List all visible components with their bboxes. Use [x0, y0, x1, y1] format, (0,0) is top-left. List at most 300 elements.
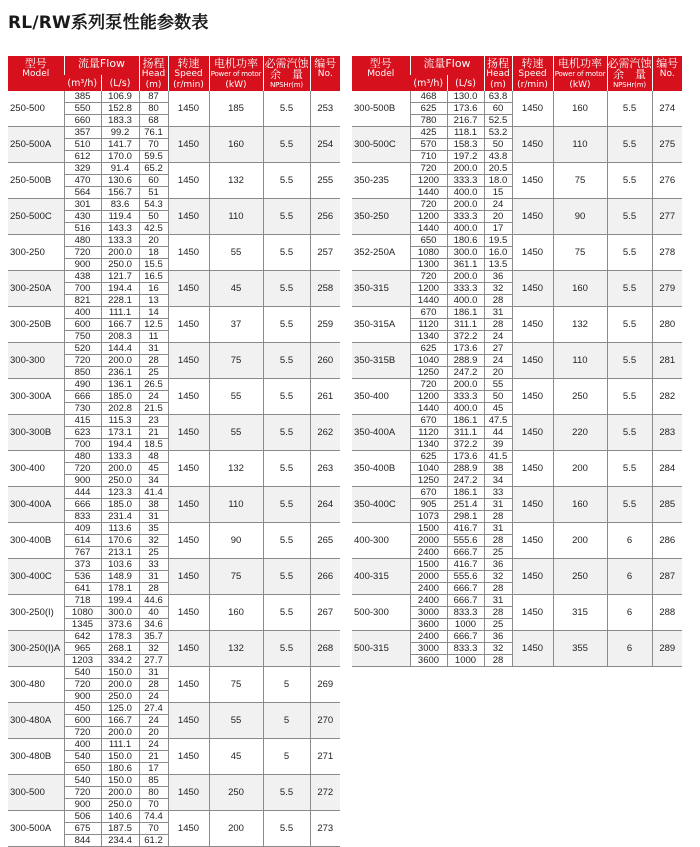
- flow-ls-cell: 333.3: [447, 211, 484, 223]
- head-cell: 28: [484, 319, 512, 331]
- no-cell: 286: [652, 523, 682, 559]
- head-cell: 53.2: [484, 127, 512, 139]
- npsh-cell: 5: [263, 739, 310, 775]
- col-head: 扬程 Head (m): [139, 56, 168, 91]
- flow-ls-cell: 1000: [447, 655, 484, 667]
- flow-m3h-cell: 3000: [410, 607, 447, 619]
- flow-ls-cell: 158.3: [447, 139, 484, 151]
- model-cell: 400-300: [352, 523, 410, 559]
- flow-ls-cell: 213.1: [101, 547, 139, 559]
- flow-m3h-cell: 550: [64, 103, 101, 115]
- power-cell: 185: [209, 91, 263, 127]
- flow-ls-cell: 178.1: [101, 583, 139, 595]
- no-cell: 288: [652, 595, 682, 631]
- flow-m3h-cell: 2000: [410, 535, 447, 547]
- no-cell: 263: [310, 451, 340, 487]
- head-cell: 80: [139, 103, 168, 115]
- table-body-right: [352, 91, 682, 667]
- flow-ls-cell: 311.1: [447, 319, 484, 331]
- flow-ls-cell: 133.3: [101, 235, 139, 247]
- head-cell: 32: [139, 643, 168, 655]
- flow-ls-cell: 200.0: [447, 379, 484, 391]
- npsh-cell: 5.5: [607, 379, 652, 415]
- table-row: [8, 163, 340, 175]
- model-cell: 500-315: [352, 631, 410, 667]
- power-cell: 110: [553, 343, 607, 379]
- npsh-cell: 5.5: [263, 523, 310, 559]
- head-cell: 28: [484, 607, 512, 619]
- head-cell: 14: [139, 307, 168, 319]
- head-cell: 24: [484, 355, 512, 367]
- table-row: [8, 199, 340, 211]
- head-cell: 45: [484, 403, 512, 415]
- no-cell: 259: [310, 307, 340, 343]
- head-cell: 76.1: [139, 127, 168, 139]
- flow-ls-cell: 183.3: [101, 115, 139, 127]
- power-cell: 250: [553, 559, 607, 595]
- head-cell: 60: [484, 103, 512, 115]
- flow-m3h-cell: 430: [64, 211, 101, 223]
- flow-m3h-cell: 1440: [410, 223, 447, 235]
- head-cell: 38: [484, 463, 512, 475]
- no-cell: 283: [652, 415, 682, 451]
- head-cell: 12.5: [139, 319, 168, 331]
- head-cell: 61.2: [139, 835, 168, 847]
- head-cell: 18.5: [139, 439, 168, 451]
- flow-ls-cell: 103.6: [101, 559, 139, 571]
- model-cell: 300-500C: [352, 127, 410, 163]
- model-cell: 300-250A: [8, 271, 64, 307]
- table-row: [352, 451, 682, 463]
- flow-ls-cell: 140.6: [101, 811, 139, 823]
- flow-ls-cell: 141.7: [101, 139, 139, 151]
- head-cell: 28: [484, 511, 512, 523]
- flow-ls-cell: 111.1: [101, 307, 139, 319]
- model-cell: 350-235: [352, 163, 410, 199]
- npsh-cell: 5.5: [607, 487, 652, 523]
- head-cell: 36: [484, 631, 512, 643]
- flow-m3h-cell: 720: [64, 247, 101, 259]
- npsh-cell: 5.5: [263, 91, 310, 127]
- head-cell: 24: [139, 691, 168, 703]
- head-cell: 21: [139, 751, 168, 763]
- power-cell: 250: [209, 775, 263, 811]
- flow-m3h-cell: 1345: [64, 619, 101, 631]
- head-cell: 31: [484, 595, 512, 607]
- power-cell: 160: [553, 91, 607, 127]
- flow-m3h-cell: 1250: [410, 475, 447, 487]
- table-row: [8, 415, 340, 427]
- table-row: [352, 271, 682, 283]
- flow-ls-cell: 166.7: [101, 715, 139, 727]
- table-body-left: [8, 91, 340, 847]
- power-cell: 75: [553, 235, 607, 271]
- col-flow-m3h: (m³/h): [64, 75, 101, 91]
- model-cell: 300-250(I): [8, 595, 64, 631]
- flow-ls-cell: 152.8: [101, 103, 139, 115]
- npsh-cell: 5.5: [263, 235, 310, 271]
- power-cell: 75: [553, 163, 607, 199]
- power-cell: 75: [209, 343, 263, 379]
- col-no: 编号 No.: [310, 56, 340, 91]
- speed-cell: 1450: [168, 343, 209, 379]
- model-cell: 300-250B: [8, 307, 64, 343]
- flow-m3h-cell: 1200: [410, 391, 447, 403]
- flow-m3h-cell: 506: [64, 811, 101, 823]
- flow-ls-cell: 194.4: [101, 439, 139, 451]
- flow-ls-cell: 555.6: [447, 571, 484, 583]
- flow-m3h-cell: 1500: [410, 559, 447, 571]
- flow-m3h-cell: 1200: [410, 175, 447, 187]
- power-cell: 160: [209, 595, 263, 631]
- flow-ls-cell: 200.0: [447, 199, 484, 211]
- no-cell: 277: [652, 199, 682, 235]
- flow-m3h-cell: 1200: [410, 283, 447, 295]
- flow-m3h-cell: 600: [64, 319, 101, 331]
- no-cell: 269: [310, 667, 340, 703]
- model-cell: 300-500A: [8, 811, 64, 847]
- model-cell: 500-300: [352, 595, 410, 631]
- speed-cell: 1450: [168, 739, 209, 775]
- flow-m3h-cell: 720: [64, 355, 101, 367]
- table-row: [8, 667, 340, 679]
- head-cell: 33: [139, 559, 168, 571]
- head-cell: 24: [484, 331, 512, 343]
- flow-m3h-cell: 710: [410, 151, 447, 163]
- head-cell: 32: [484, 643, 512, 655]
- speed-cell: 1450: [168, 595, 209, 631]
- npsh-cell: 5.5: [263, 595, 310, 631]
- flow-ls-cell: 251.4: [447, 499, 484, 511]
- head-cell: 24: [139, 715, 168, 727]
- flow-ls-cell: 400.0: [447, 187, 484, 199]
- head-cell: 45: [139, 463, 168, 475]
- speed-cell: 1450: [512, 487, 553, 523]
- flow-ls-cell: 288.9: [447, 463, 484, 475]
- table-row: [8, 595, 340, 607]
- col-flow-m3h: (m³/h): [410, 75, 447, 91]
- flow-ls-cell: 178.3: [101, 631, 139, 643]
- flow-ls-cell: 173.6: [447, 103, 484, 115]
- flow-m3h-cell: 400: [64, 739, 101, 751]
- npsh-cell: 5.5: [607, 127, 652, 163]
- flow-m3h-cell: 409: [64, 523, 101, 535]
- flow-m3h-cell: 3600: [410, 655, 447, 667]
- table-row: [352, 631, 682, 643]
- power-cell: 55: [209, 379, 263, 415]
- flow-m3h-cell: 670: [410, 487, 447, 499]
- head-cell: 38: [139, 499, 168, 511]
- flow-ls-cell: 400.0: [447, 295, 484, 307]
- model-cell: 250-500A: [8, 127, 64, 163]
- npsh-cell: 5.5: [263, 307, 310, 343]
- flow-ls-cell: 197.2: [447, 151, 484, 163]
- no-cell: 282: [652, 379, 682, 415]
- power-cell: 250: [553, 379, 607, 415]
- no-cell: 272: [310, 775, 340, 811]
- speed-cell: 1450: [512, 523, 553, 559]
- npsh-cell: 5.5: [607, 163, 652, 199]
- speed-cell: 1450: [168, 631, 209, 667]
- flow-m3h-cell: 900: [64, 691, 101, 703]
- head-cell: 25: [484, 619, 512, 631]
- flow-m3h-cell: 373: [64, 559, 101, 571]
- no-cell: 256: [310, 199, 340, 235]
- flow-ls-cell: 200.0: [101, 463, 139, 475]
- model-cell: 350-400: [352, 379, 410, 415]
- flow-m3h-cell: 600: [64, 715, 101, 727]
- no-cell: 265: [310, 523, 340, 559]
- flow-m3h-cell: 564: [64, 187, 101, 199]
- flow-m3h-cell: 438: [64, 271, 101, 283]
- model-cell: 350-315: [352, 271, 410, 307]
- flow-ls-cell: 333.3: [447, 283, 484, 295]
- flow-m3h-cell: 675: [64, 823, 101, 835]
- head-cell: 16.0: [484, 247, 512, 259]
- model-cell: 350-400B: [352, 451, 410, 487]
- no-cell: 253: [310, 91, 340, 127]
- head-cell: 21: [139, 427, 168, 439]
- head-cell: 68: [139, 115, 168, 127]
- speed-cell: 1450: [168, 487, 209, 523]
- head-cell: 55: [484, 379, 512, 391]
- head-cell: 87: [139, 91, 168, 103]
- model-cell: 300-400A: [8, 487, 64, 523]
- flow-ls-cell: 361.1: [447, 259, 484, 271]
- head-cell: 41.5: [484, 451, 512, 463]
- flow-ls-cell: 186.1: [447, 487, 484, 499]
- head-cell: 28: [484, 295, 512, 307]
- head-cell: 16.5: [139, 271, 168, 283]
- head-cell: 35: [139, 523, 168, 535]
- flow-ls-cell: 125.0: [101, 703, 139, 715]
- head-cell: 20: [139, 727, 168, 739]
- flow-ls-cell: 200.0: [447, 163, 484, 175]
- flow-m3h-cell: 666: [64, 391, 101, 403]
- head-cell: 20: [484, 211, 512, 223]
- table-row: [8, 343, 340, 355]
- flow-ls-cell: 250.0: [101, 799, 139, 811]
- flow-m3h-cell: 1500: [410, 523, 447, 535]
- flow-m3h-cell: 1120: [410, 427, 447, 439]
- no-cell: 264: [310, 487, 340, 523]
- head-cell: 28: [139, 583, 168, 595]
- head-cell: 31: [484, 307, 512, 319]
- flow-ls-cell: 208.3: [101, 331, 139, 343]
- table-row: [8, 451, 340, 463]
- flow-ls-cell: 173.6: [447, 451, 484, 463]
- table-row: [8, 739, 340, 751]
- model-cell: 300-500: [8, 775, 64, 811]
- flow-m3h-cell: 1300: [410, 259, 447, 271]
- flow-m3h-cell: 750: [64, 331, 101, 343]
- flow-ls-cell: 372.2: [447, 439, 484, 451]
- flow-ls-cell: 130.0: [447, 91, 484, 103]
- flow-m3h-cell: 536: [64, 571, 101, 583]
- flow-ls-cell: 228.1: [101, 295, 139, 307]
- flow-ls-cell: 113.6: [101, 523, 139, 535]
- flow-m3h-cell: 670: [410, 415, 447, 427]
- npsh-cell: 5.5: [263, 775, 310, 811]
- flow-m3h-cell: 2000: [410, 571, 447, 583]
- power-cell: 110: [553, 127, 607, 163]
- flow-m3h-cell: 720: [410, 379, 447, 391]
- col-head: 扬程 Head (m): [484, 56, 512, 91]
- flow-m3h-cell: 965: [64, 643, 101, 655]
- flow-ls-cell: 268.1: [101, 643, 139, 655]
- speed-cell: 1450: [168, 811, 209, 847]
- flow-ls-cell: 180.6: [101, 763, 139, 775]
- no-cell: 287: [652, 559, 682, 595]
- flow-ls-cell: 400.0: [447, 223, 484, 235]
- speed-cell: 1450: [512, 271, 553, 307]
- flow-m3h-cell: 700: [64, 439, 101, 451]
- head-cell: 18.0: [484, 175, 512, 187]
- head-cell: 80: [139, 787, 168, 799]
- npsh-cell: 6: [607, 595, 652, 631]
- flow-m3h-cell: 833: [64, 511, 101, 523]
- col-model: 型号 Model: [8, 56, 64, 91]
- flow-ls-cell: 400.0: [447, 403, 484, 415]
- flow-m3h-cell: 1080: [64, 607, 101, 619]
- col-npsh: 必需汽蚀 余 量 NPSHr(m): [607, 57, 652, 89]
- model-cell: 352-250A: [352, 235, 410, 271]
- head-cell: 50: [139, 211, 168, 223]
- head-cell: 34: [484, 475, 512, 487]
- power-cell: 220: [553, 415, 607, 451]
- flow-m3h-cell: 720: [64, 463, 101, 475]
- flow-m3h-cell: 490: [64, 379, 101, 391]
- npsh-cell: 5.5: [263, 451, 310, 487]
- pump-table-right: [352, 56, 682, 667]
- head-cell: 31: [139, 571, 168, 583]
- power-cell: 132: [209, 631, 263, 667]
- col-no: 编号 No.: [652, 56, 682, 91]
- flow-ls-cell: 166.7: [101, 319, 139, 331]
- head-cell: 39: [484, 439, 512, 451]
- no-cell: 270: [310, 703, 340, 739]
- head-cell: 20.5: [484, 163, 512, 175]
- flow-ls-cell: 288.9: [447, 355, 484, 367]
- head-cell: 40: [139, 607, 168, 619]
- speed-cell: 1450: [512, 91, 553, 127]
- speed-cell: 1450: [512, 415, 553, 451]
- table-row: [352, 235, 682, 247]
- flow-ls-cell: 247.2: [447, 475, 484, 487]
- model-cell: 300-480A: [8, 703, 64, 739]
- flow-m3h-cell: 720: [410, 271, 447, 283]
- table-row: [352, 343, 682, 355]
- head-cell: 28: [139, 679, 168, 691]
- flow-m3h-cell: 1200: [410, 211, 447, 223]
- speed-cell: 1450: [168, 667, 209, 703]
- flow-ls-cell: 333.3: [447, 175, 484, 187]
- flow-m3h-cell: 900: [64, 259, 101, 271]
- head-cell: 31: [139, 343, 168, 355]
- flow-ls-cell: 170.0: [101, 151, 139, 163]
- table-row: [352, 595, 682, 607]
- speed-cell: 1450: [168, 523, 209, 559]
- speed-cell: 1450: [168, 379, 209, 415]
- model-cell: 350-315A: [352, 307, 410, 343]
- flow-ls-cell: 187.5: [101, 823, 139, 835]
- head-cell: 25: [484, 547, 512, 559]
- table-row: [8, 235, 340, 247]
- table-row: [352, 199, 682, 211]
- flow-m3h-cell: 720: [410, 163, 447, 175]
- head-cell: 70: [139, 139, 168, 151]
- no-cell: 273: [310, 811, 340, 847]
- flow-m3h-cell: 425: [410, 127, 447, 139]
- flow-ls-cell: 150.0: [101, 667, 139, 679]
- head-cell: 24: [484, 199, 512, 211]
- col-flow: 流量Flow: [410, 56, 484, 75]
- flow-m3h-cell: 510: [64, 139, 101, 151]
- col-npsh: 必需汽蚀 余 量 NPSHr(m): [264, 57, 309, 89]
- head-cell: 17: [139, 763, 168, 775]
- npsh-cell: 5.5: [607, 307, 652, 343]
- head-cell: 36: [484, 559, 512, 571]
- head-cell: 31: [484, 523, 512, 535]
- head-cell: 54.3: [139, 199, 168, 211]
- head-cell: 24: [139, 739, 168, 751]
- power-cell: 90: [209, 523, 263, 559]
- flow-m3h-cell: 780: [410, 115, 447, 127]
- flow-ls-cell: 185.0: [101, 391, 139, 403]
- flow-ls-cell: 200.0: [101, 247, 139, 259]
- col-speed: 转速 Speed (r/min): [512, 56, 553, 91]
- head-cell: 59.5: [139, 151, 168, 163]
- flow-ls-cell: 130.6: [101, 175, 139, 187]
- model-cell: 350-250: [352, 199, 410, 235]
- power-cell: 355: [553, 631, 607, 667]
- speed-cell: 1450: [168, 415, 209, 451]
- flow-ls-cell: 119.4: [101, 211, 139, 223]
- flow-ls-cell: 666.7: [447, 595, 484, 607]
- power-cell: 315: [553, 595, 607, 631]
- head-cell: 13: [139, 295, 168, 307]
- flow-m3h-cell: 612: [64, 151, 101, 163]
- table-row: [352, 487, 682, 499]
- flow-ls-cell: 144.4: [101, 343, 139, 355]
- head-cell: 32: [139, 535, 168, 547]
- speed-cell: 1450: [512, 379, 553, 415]
- col-flow-ls: (L/s): [447, 75, 484, 91]
- flow-m3h-cell: 329: [64, 163, 101, 175]
- flow-m3h-cell: 666: [64, 499, 101, 511]
- model-cell: 300-300A: [8, 379, 64, 415]
- model-cell: 300-300: [8, 343, 64, 379]
- flow-ls-cell: 666.7: [447, 583, 484, 595]
- npsh-cell: 5.5: [607, 199, 652, 235]
- no-cell: 289: [652, 631, 682, 667]
- npsh-cell: 5.5: [263, 379, 310, 415]
- power-cell: 110: [209, 199, 263, 235]
- table-row: [8, 379, 340, 391]
- speed-cell: 1450: [512, 595, 553, 631]
- no-cell: 280: [652, 307, 682, 343]
- power-cell: 75: [209, 559, 263, 595]
- flow-ls-cell: 250.0: [101, 475, 139, 487]
- speed-cell: 1450: [168, 559, 209, 595]
- flow-m3h-cell: 1080: [410, 247, 447, 259]
- head-cell: 15: [484, 187, 512, 199]
- npsh-cell: 5.5: [607, 271, 652, 307]
- flow-ls-cell: 185.0: [101, 499, 139, 511]
- flow-m3h-cell: 3000: [410, 643, 447, 655]
- flow-ls-cell: 148.9: [101, 571, 139, 583]
- power-cell: 55: [209, 415, 263, 451]
